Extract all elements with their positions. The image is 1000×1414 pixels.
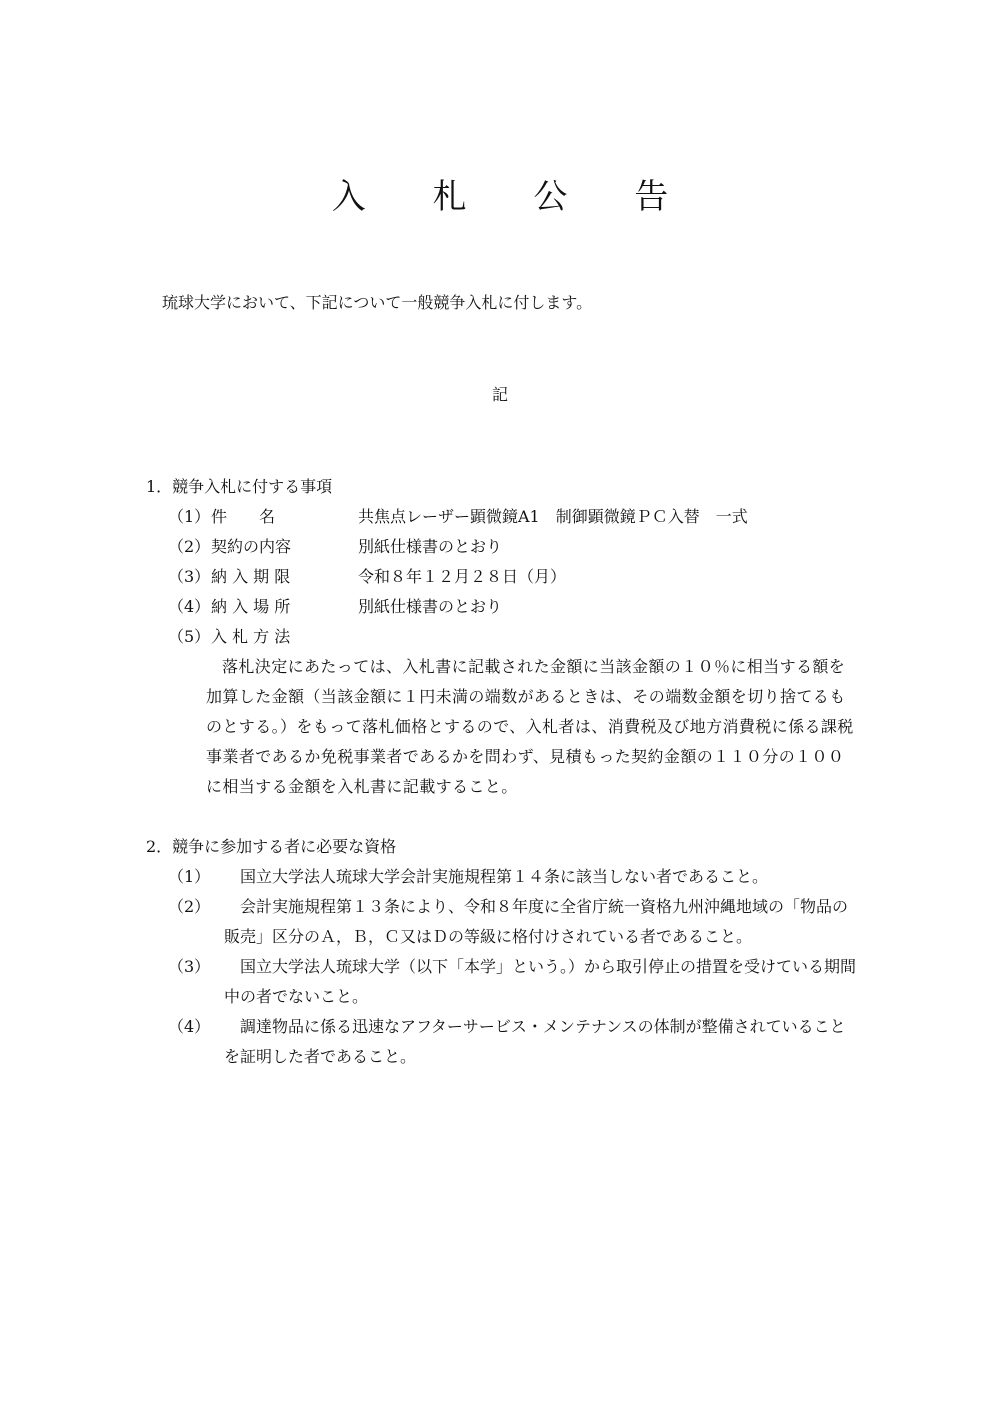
- item-place-row: [146, 592, 856, 622]
- qualification-number: （4）: [168, 1017, 211, 1036]
- item-value: 別紙仕様書のとおり: [358, 597, 503, 616]
- item-label: 入 札 方 法: [211, 627, 291, 646]
- item-value: 別紙仕様書のとおり: [358, 537, 503, 556]
- item-number: （4）: [168, 597, 211, 616]
- item-label: 納 入 期 限: [211, 567, 291, 586]
- item-method-row: [146, 622, 856, 652]
- section-1-heading: [146, 472, 856, 502]
- item-number: （2）: [168, 537, 211, 556]
- qualification-number: （2）: [168, 897, 211, 916]
- item-name-row: [146, 502, 856, 532]
- qualification-text: 調達物品に係る迅速なアフターサービス・メンテナンスの体制が整備されていることを証明した者であること。: [224, 1017, 846, 1066]
- qualification-number: （3）: [168, 957, 211, 976]
- section-2-heading: [146, 832, 856, 862]
- item-label: 納 入 場 所: [211, 597, 291, 616]
- qualification-item: [146, 1012, 856, 1072]
- qualification-item: [146, 862, 856, 892]
- section-heading-text: 2．競争に参加する者に必要な資格: [146, 837, 397, 856]
- intro-text: 琉球大学において、下記について一般競争入札に付します。: [162, 293, 593, 312]
- document-title: 入 札 公 告: [331, 177, 697, 217]
- qualification-text: 国立大学法人琉球大学（以下「本学」という。）から取引停止の措置を受けている期間中の者でないこと。: [224, 957, 857, 1006]
- ki-heading: 記: [491, 385, 508, 404]
- item-value: 共焦点レーザー顕微鏡A1 制御顕微鏡ＰＣ入替 一式: [358, 507, 748, 526]
- qualification-number: （1）: [168, 867, 211, 886]
- item-label: 件 名: [211, 507, 276, 526]
- section-2: [146, 832, 856, 1072]
- item-number: （3）: [168, 567, 211, 586]
- qualification-item: [146, 952, 856, 1012]
- qualification-item: [146, 892, 856, 952]
- item-deadline-row: [146, 562, 856, 592]
- qualification-text: 会計実施規程第１３条により、令和８年度に全省庁統一資格九州沖縄地域の「物品の販売」区分のＡ，Ｂ，Ｃ又はＤの等級に格付けされている者であること。: [224, 897, 849, 946]
- section-heading-text: 1．競争入札に付する事項: [146, 477, 333, 496]
- item-number: （5）: [168, 627, 211, 646]
- bidding-method-paragraph: 落札決定にあたっては、入札書に記載された金額に当該金額の１０％に相当する額を加算した金額（当該金額に１円未満の端数があるときは、その端数金額を切り捨てるものとする。）をもって落札価格とするので、入札者は、消費税及び地方消費税に係る課税事業者であるか免税事業者であるかを問わず、見積もった契約金額の１１０分の１００に相当する金額を入札書に記載すること。: [206, 657, 854, 796]
- section-1: [146, 472, 856, 802]
- item-value: 令和８年１２月２８日（月）: [358, 567, 567, 586]
- item-contract-row: [146, 532, 856, 562]
- qualification-text: 国立大学法人琉球大学会計実施規程第１４条に該当しない者であること。: [240, 867, 769, 886]
- item-number: （1）: [168, 507, 211, 526]
- item-label: 契約の内容: [211, 537, 292, 556]
